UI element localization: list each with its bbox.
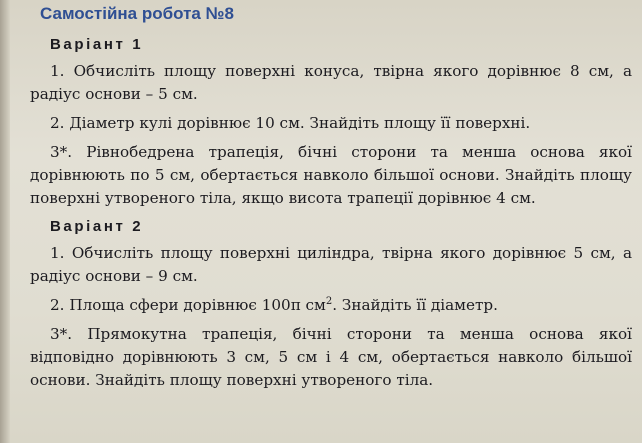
page-heading: Самостійна робота №8 — [40, 4, 234, 23]
task-number: 3*. — [50, 143, 73, 161]
task-text: Обчисліть площу поверхні циліндра, твірна якого дорівнює 5 см, а радіус основи – 9 см. — [30, 244, 632, 285]
superscript-exponent: 2 — [325, 295, 333, 307]
task-number: 1. — [50, 62, 65, 80]
task-text: Рівнобедрена трапеція, бічні сторони та менша основа якої дорівнюють по 5 см, обертається навколо більшої основи. Знайдіть площу поверхні утвореного тіла, якщо висота трапеції дорівнює 4 см. — [30, 143, 632, 207]
variant-2-title: Варіант 2 — [50, 218, 144, 235]
variant-1-task-3 — [30, 141, 632, 210]
variant-1-task-2 — [30, 112, 632, 135]
task-number: 1. — [50, 244, 65, 262]
task-text: Прямокутна трапеція, бічні сторони та менша основа якої відповідно дорівнюють 3 см, 5 см і 4 см, обертається навколо більшої основи. Знайдіть площу поверхні утвореного тіла. — [30, 325, 632, 389]
variant-1-title: Варіант 1 — [50, 36, 144, 53]
task-number: 2. — [50, 114, 65, 132]
task-number: 3*. — [50, 325, 73, 343]
task-text-after: . Знайдіть її діаметр. — [332, 296, 498, 314]
task-text-before: Площа сфери дорівнює 100π см — [69, 296, 326, 314]
task-number: 2. — [50, 296, 65, 314]
variant-2 — [30, 218, 632, 392]
variant-2-task-1 — [30, 242, 632, 288]
variant-2-task-3 — [30, 323, 632, 392]
variant-2-task-2 — [30, 294, 632, 317]
variant-1 — [30, 36, 632, 210]
variant-1-task-1 — [30, 60, 632, 106]
task-text: Діаметр кулі дорівнює 10 см. Знайдіть площу її поверхні. — [69, 114, 531, 132]
task-text: Обчисліть площу поверхні конуса, твірна якого дорівнює 8 см, а радіус основи – 5 см. — [30, 62, 632, 103]
